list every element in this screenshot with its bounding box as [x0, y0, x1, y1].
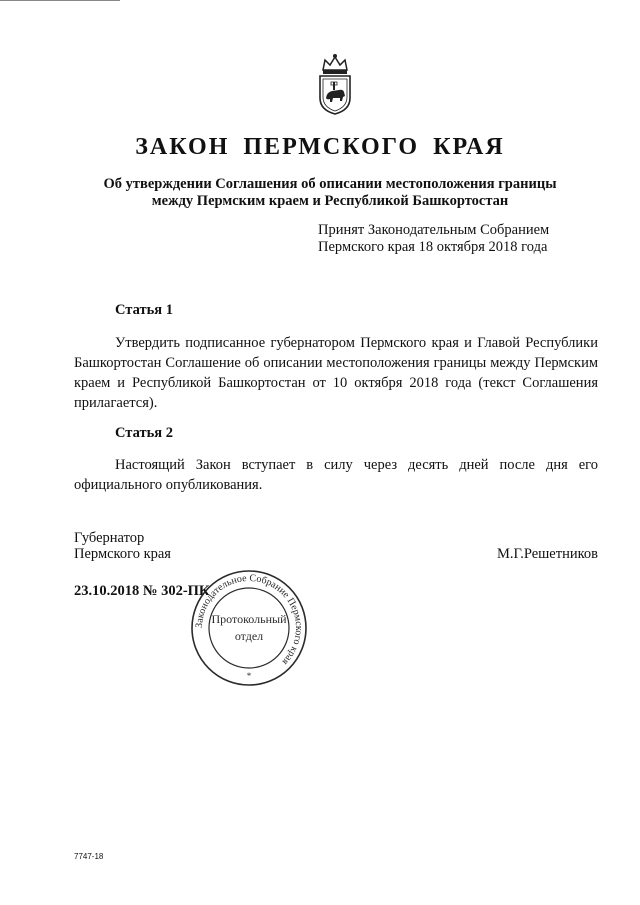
signatory-position-line-2: Пермского края — [74, 546, 171, 562]
law-title: ЗАКОН ПЕРМСКОГО КРАЯ — [135, 134, 505, 160]
law-date-number: 23.10.2018 № 302-ПК — [74, 583, 210, 599]
stamp-inner-line-2: отдел — [234, 629, 264, 643]
adoption-line-2: Пермского края 18 октября 2018 года — [318, 239, 548, 255]
scan-edge-line — [0, 0, 120, 1]
article-2-text: Настоящий Закон вступает в силу через десять дней после дня его официального опубликования. — [74, 457, 598, 493]
signatory-position-line-1: Губернатор — [74, 530, 145, 546]
article-1-heading: Статья 1 — [115, 302, 173, 318]
law-subtitle — [60, 176, 600, 210]
stamp-inner-line-1: Протокольный — [211, 612, 287, 626]
signatory-position — [74, 530, 171, 562]
star-icon: * — [246, 671, 252, 681]
adoption-line-1: Принят Законодательным Собранием — [318, 222, 550, 238]
coat-of-arms-emblem — [315, 52, 355, 116]
subtitle-line-1: Об утверждении Соглашения об описании местоположения границы — [103, 176, 557, 192]
document-code: 7747-18 — [74, 852, 104, 861]
adoption-note — [318, 222, 549, 256]
article-1-text: Утвердить подписанное губернатором Пермского края и Главой Республики Башкортостан Соглашение об описании местоположения границы между Пермским краем и Республикой Башкортостан от 10 октября 2018 года (текст Соглашения прилагается). — [74, 335, 598, 411]
official-stamp — [184, 568, 314, 688]
subtitle-line-2: между Пермским краем и Республикой Башкортостан — [151, 193, 509, 209]
article-2-heading: Статья 2 — [115, 425, 173, 441]
stamp-ring-text: Законодательное Собрание Пермского края — [193, 572, 305, 668]
signatory-name: М.Г.Решетников — [496, 546, 598, 562]
